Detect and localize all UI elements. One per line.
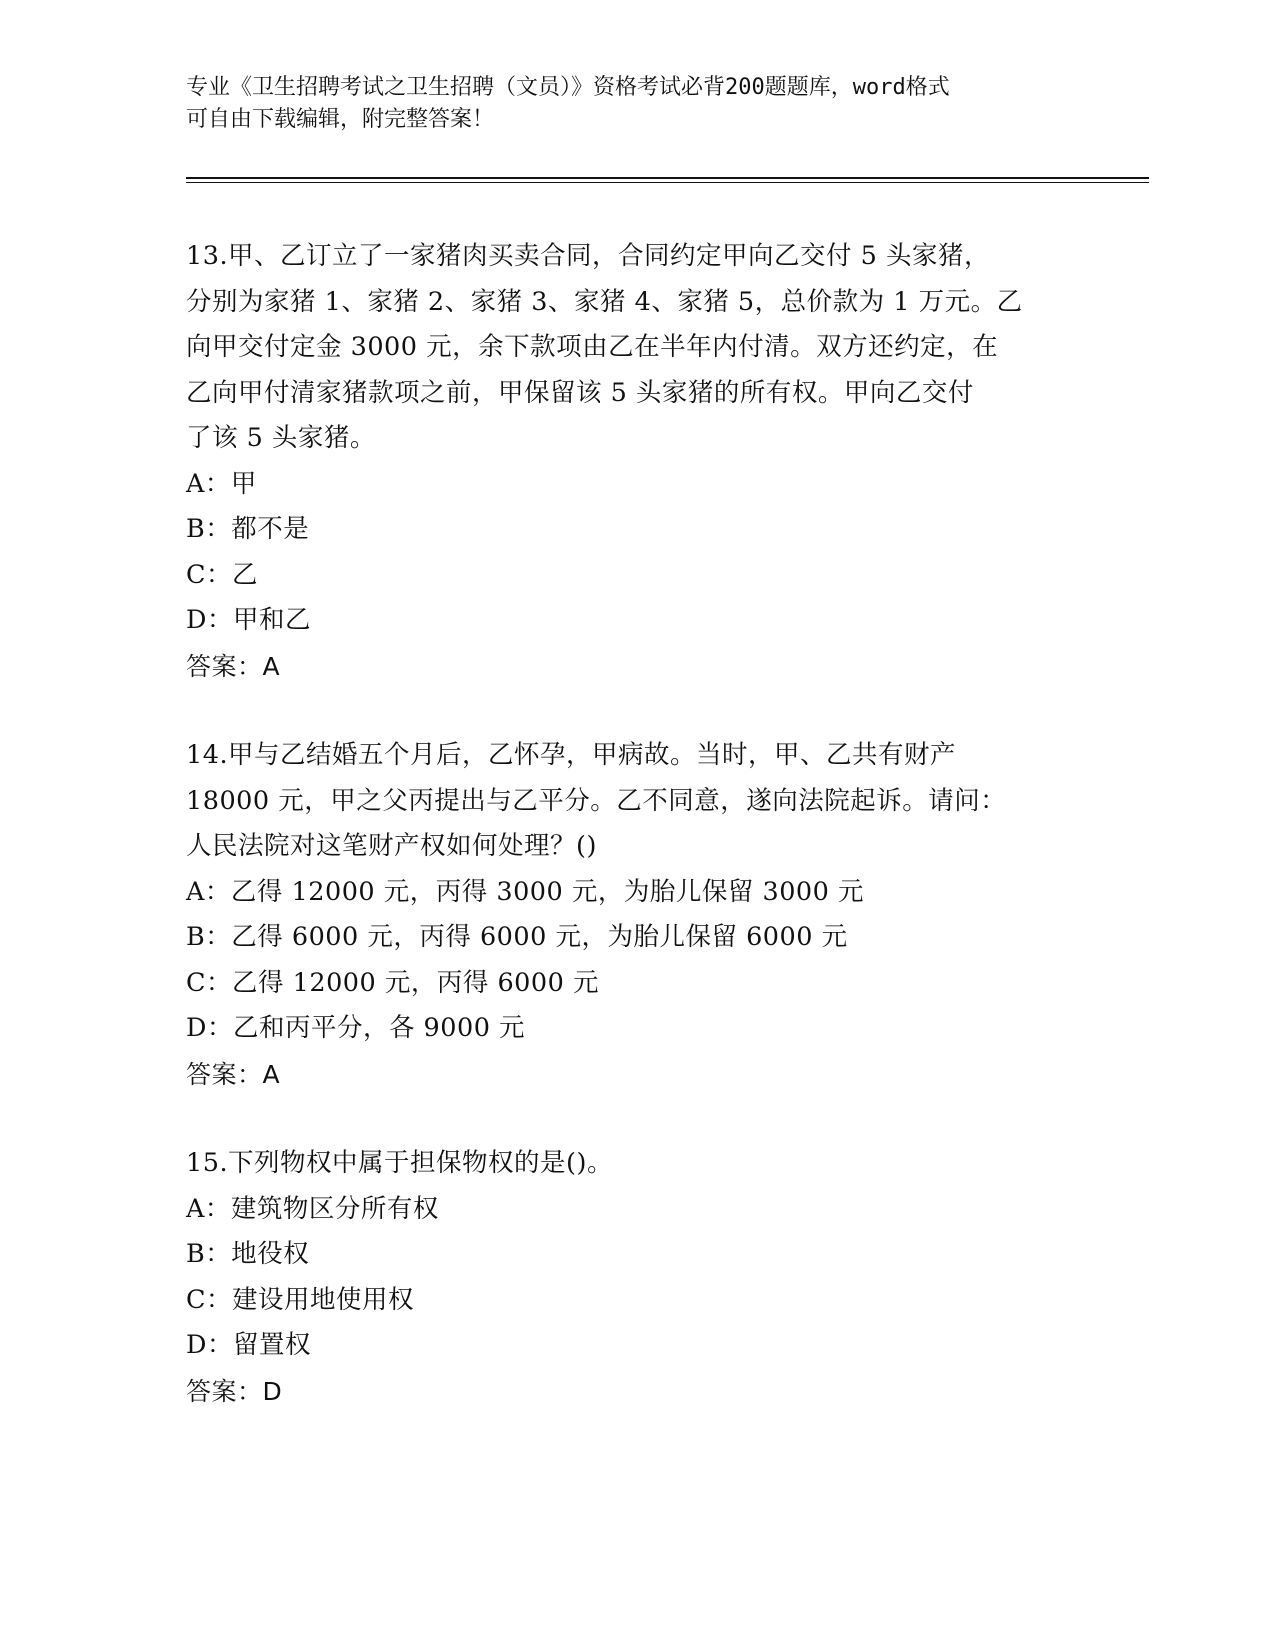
option-a (186, 462, 1106, 508)
answer-line: 答案：A (186, 1059, 281, 1089)
option-c (186, 1278, 1106, 1324)
option-key: C： (186, 967, 233, 998)
question-text: 了该 5 头家猪。 (186, 423, 376, 453)
option-b (186, 507, 1106, 553)
option-key: A： (186, 876, 231, 907)
option-d (186, 1006, 1106, 1052)
answer-line: 答案：D (186, 1376, 283, 1406)
question-text: 乙向甲付清家猪款项之前，甲保留该 5 头家猪的所有权。甲向乙交付 (186, 377, 974, 408)
question-text: 18000 元，甲之父丙提出与乙平分。乙不同意，遂向法院起诉。请问： (186, 785, 1007, 816)
header-divider-thin (186, 182, 1149, 183)
option-text: 乙得 12000 元，丙得 6000 元 (232, 967, 599, 998)
option-key: A： (186, 468, 231, 499)
question-13 (186, 234, 1106, 689)
option-key: C： (186, 1284, 233, 1315)
option-text: 建筑物区分所有权 (230, 1193, 439, 1224)
question-text: 15.下列物权中属于担保物权的是()。 (186, 1148, 613, 1178)
question-text: 14.甲与乙结婚五个月后，乙怀孕，甲病故。当时，甲、乙共有财产 (186, 740, 957, 770)
answer-line: 答案：A (186, 651, 281, 681)
option-key: D： (186, 605, 233, 635)
option-key: D： (186, 1013, 233, 1043)
option-key: B： (186, 1239, 232, 1269)
option-a (186, 870, 1106, 916)
option-key: C： (186, 559, 233, 590)
header-divider-thick (186, 177, 1149, 179)
question-text: 13.甲、乙订立了一家猪肉买卖合同，合同约定甲向乙交付 5 头家猪， (186, 241, 990, 271)
page-header (186, 72, 1086, 136)
question-15 (186, 1141, 1106, 1414)
option-text: 乙得 12000 元，丙得 3000 元，为胎儿保留 3000 元 (230, 876, 864, 907)
option-key: B： (186, 922, 232, 952)
option-text: 乙 (232, 559, 259, 590)
question-text: 分别为家猪 1、家猪 2、家猪 3、家猪 4、家猪 5，总价款为 1 万元。乙 (186, 286, 1023, 317)
option-c (186, 553, 1106, 599)
option-text: 都不是 (231, 514, 310, 544)
question-text: 向甲交付定金 3000 元，余下款项由乙在半年内付清。双方还约定，在 (186, 332, 999, 362)
option-text: 地役权 (231, 1239, 310, 1269)
option-text: 乙和丙平分，各 9000 元 (232, 1013, 526, 1043)
option-text: 留置权 (232, 1330, 311, 1360)
header-line: 专业《卫生招聘考试之卫生招聘（文员）》资格考试必背200题题库，word格式 (186, 75, 950, 100)
option-text: 甲 (230, 468, 257, 499)
header-line: 可自由下载编辑，附完整答案！ (186, 107, 495, 132)
option-key: B： (186, 514, 232, 544)
option-d (186, 1323, 1106, 1369)
question-text: 人民法院对这笔财产权如何处理？() (186, 831, 597, 861)
option-d (186, 598, 1106, 644)
option-text: 甲和乙 (232, 605, 311, 635)
option-text: 建设用地使用权 (232, 1284, 415, 1315)
option-key: D： (186, 1330, 233, 1360)
option-b (186, 1232, 1106, 1278)
option-key: A： (186, 1193, 231, 1224)
option-c (186, 961, 1106, 1007)
option-b (186, 915, 1106, 961)
option-text: 乙得 6000 元，丙得 6000 元，为胎儿保留 6000 元 (231, 922, 848, 952)
option-a (186, 1187, 1106, 1233)
question-list (186, 234, 1106, 1458)
question-14 (186, 733, 1106, 1097)
